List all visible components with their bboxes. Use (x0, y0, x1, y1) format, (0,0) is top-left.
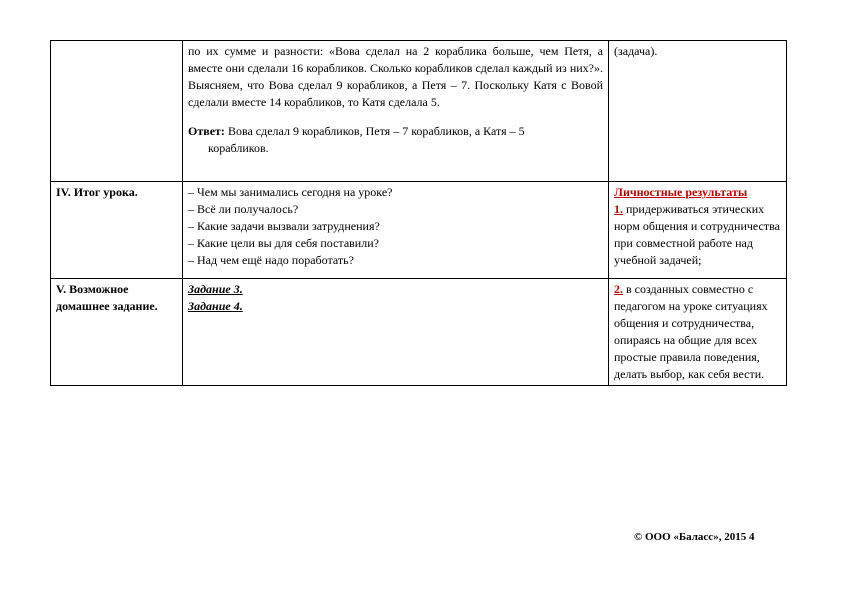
answer-text-tail: корабликов. (208, 141, 269, 155)
question-item: – Какие цели вы для себя поставили? (188, 236, 379, 250)
activity-cell (183, 41, 609, 182)
result-text: в созданных совместно с педагогом на уроке ситуациях общения и сотрудничества, опираясь на общие для всех простые правила поведения, делать выбор, как себя вести. (614, 282, 768, 381)
stage-cell-summary (51, 182, 183, 279)
table-row-summary (51, 182, 787, 279)
table-row-continuation (51, 41, 787, 182)
question-item: – Над чем ещё надо поработать? (188, 253, 354, 267)
copyright-footer: © ООО «Баласс», 2015 4 (634, 531, 755, 543)
result-number: 1. (614, 202, 623, 216)
spacer (188, 111, 603, 123)
answer-label: Ответ: (188, 124, 225, 138)
result-text: придерживаться этических норм общения и сотрудничества при совместной работе над учебной задачей; (614, 202, 780, 267)
result-number: 2. (614, 282, 623, 296)
homework-cell (183, 279, 609, 386)
results-title: Личностные результаты (614, 185, 748, 199)
answer-paragraph (188, 123, 603, 140)
question-item: – Какие задачи вызвали затруднения? (188, 219, 380, 233)
task-explanation-text: по их сумме и разности: «Вова сделал на 2 кораблика больше, чем Петя, а вместе они сделали 16 корабликов. Сколько корабликов сделал каждый из них?». Выясняем, что Вова сделал 9 корабликов, а Петя – 7. Поскольку Катя с Вовой сделали вместе 14 корабликов, то Катя сделала 5. (188, 44, 603, 109)
results-cell (609, 279, 787, 386)
question-item: – Чем мы занимались сегодня на уроке? (188, 185, 393, 199)
homework-task: Задание 4. (188, 299, 243, 313)
results-text: (задача). (614, 44, 658, 58)
stage-title: V. Возможное домашнее задание. (56, 282, 158, 313)
question-item: – Всё ли получалось? (188, 202, 299, 216)
results-cell (609, 41, 787, 182)
stage-cell-empty (51, 41, 183, 182)
stage-title: IV. Итог урока. (56, 185, 138, 199)
answer-text: Вова сделал 9 корабликов, Петя – 7 корабликов, а Катя – 5 (224, 124, 525, 138)
questions-cell (183, 182, 609, 279)
stage-cell-homework (51, 279, 183, 386)
homework-task: Задание 3. (188, 282, 243, 296)
table-row-homework (51, 279, 787, 386)
lesson-table (50, 40, 787, 386)
results-cell (609, 182, 787, 279)
